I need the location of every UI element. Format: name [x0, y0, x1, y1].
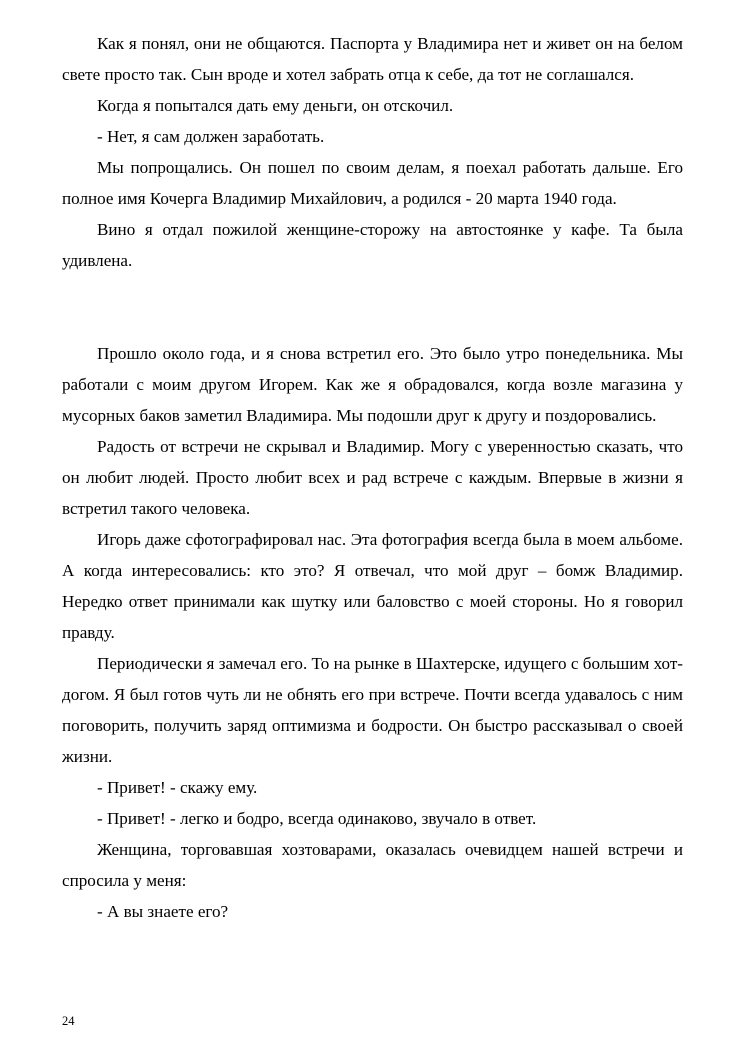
page-number: 24 — [62, 1014, 75, 1028]
paragraph: Вино я отдал пожилой женщине-сторожу на автостоянке у кафе. Та была удивлена. — [62, 220, 683, 270]
section-break — [62, 276, 683, 338]
paragraph: Прошло около года, и я снова встретил его. Это было утро понедельника. Мы работали с моим другом Игорем. Как же я обрадовался, когда возле магазина у мусорных баков заметил Владимира. Мы подошли друг к другу и поздоровались. — [62, 344, 683, 425]
paragraph: Мы попрощались. Он пошел по своим делам, я поехал работать дальше. Его полное имя Кочерга Владимир Михайлович, а родился - 20 марта 1940 года. — [62, 158, 683, 208]
paragraph: Когда я попытался дать ему деньги, он отскочил. — [97, 96, 454, 115]
paragraph: Радость от встречи не скрывал и Владимир. Могу с уверенностью сказать, что он любит людей. Просто любит всех и рад встрече с каждым. Впервые в жизни я встретил такого человека. — [62, 437, 683, 518]
paragraph: Как я понял, они не общаются. Паспорта у Владимира нет и живет он на белом свете просто так. Сын вроде и хотел забрать отца к себе, да тот не соглашался. — [62, 34, 683, 84]
paragraph: Игорь даже сфотографировал нас. Эта фотография всегда была в моем альбоме. А когда интересовались: кто это? Я отвечал, что мой друг – бомж Владимир. Нередко ответ принимали как шутку или баловство с моей стороны. Но я говорил правду. — [62, 530, 683, 642]
paragraph: - Нет, я сам должен заработать. — [97, 127, 325, 146]
paragraph: Периодически я замечал его. То на рынке в Шахтерске, идущего с большим хот-догом. Я был готов чуть ли не обнять его при встрече. Почти всегда удавалось с ним поговорить, получить заряд оптимизма и бодрости. Он быстро рассказывал о своей жизни. — [62, 654, 683, 766]
paragraph: - Привет! - скажу ему. — [97, 778, 258, 797]
paragraph: - А вы знаете его? — [97, 902, 229, 921]
paragraph: Женщина, торговавшая хозтоварами, оказалась очевидцем нашей встречи и спросила у меня: — [62, 840, 683, 890]
paragraph: - Привет! - легко и бодро, всегда одинаково, звучало в ответ. — [97, 809, 537, 828]
page-text-body — [62, 28, 683, 927]
